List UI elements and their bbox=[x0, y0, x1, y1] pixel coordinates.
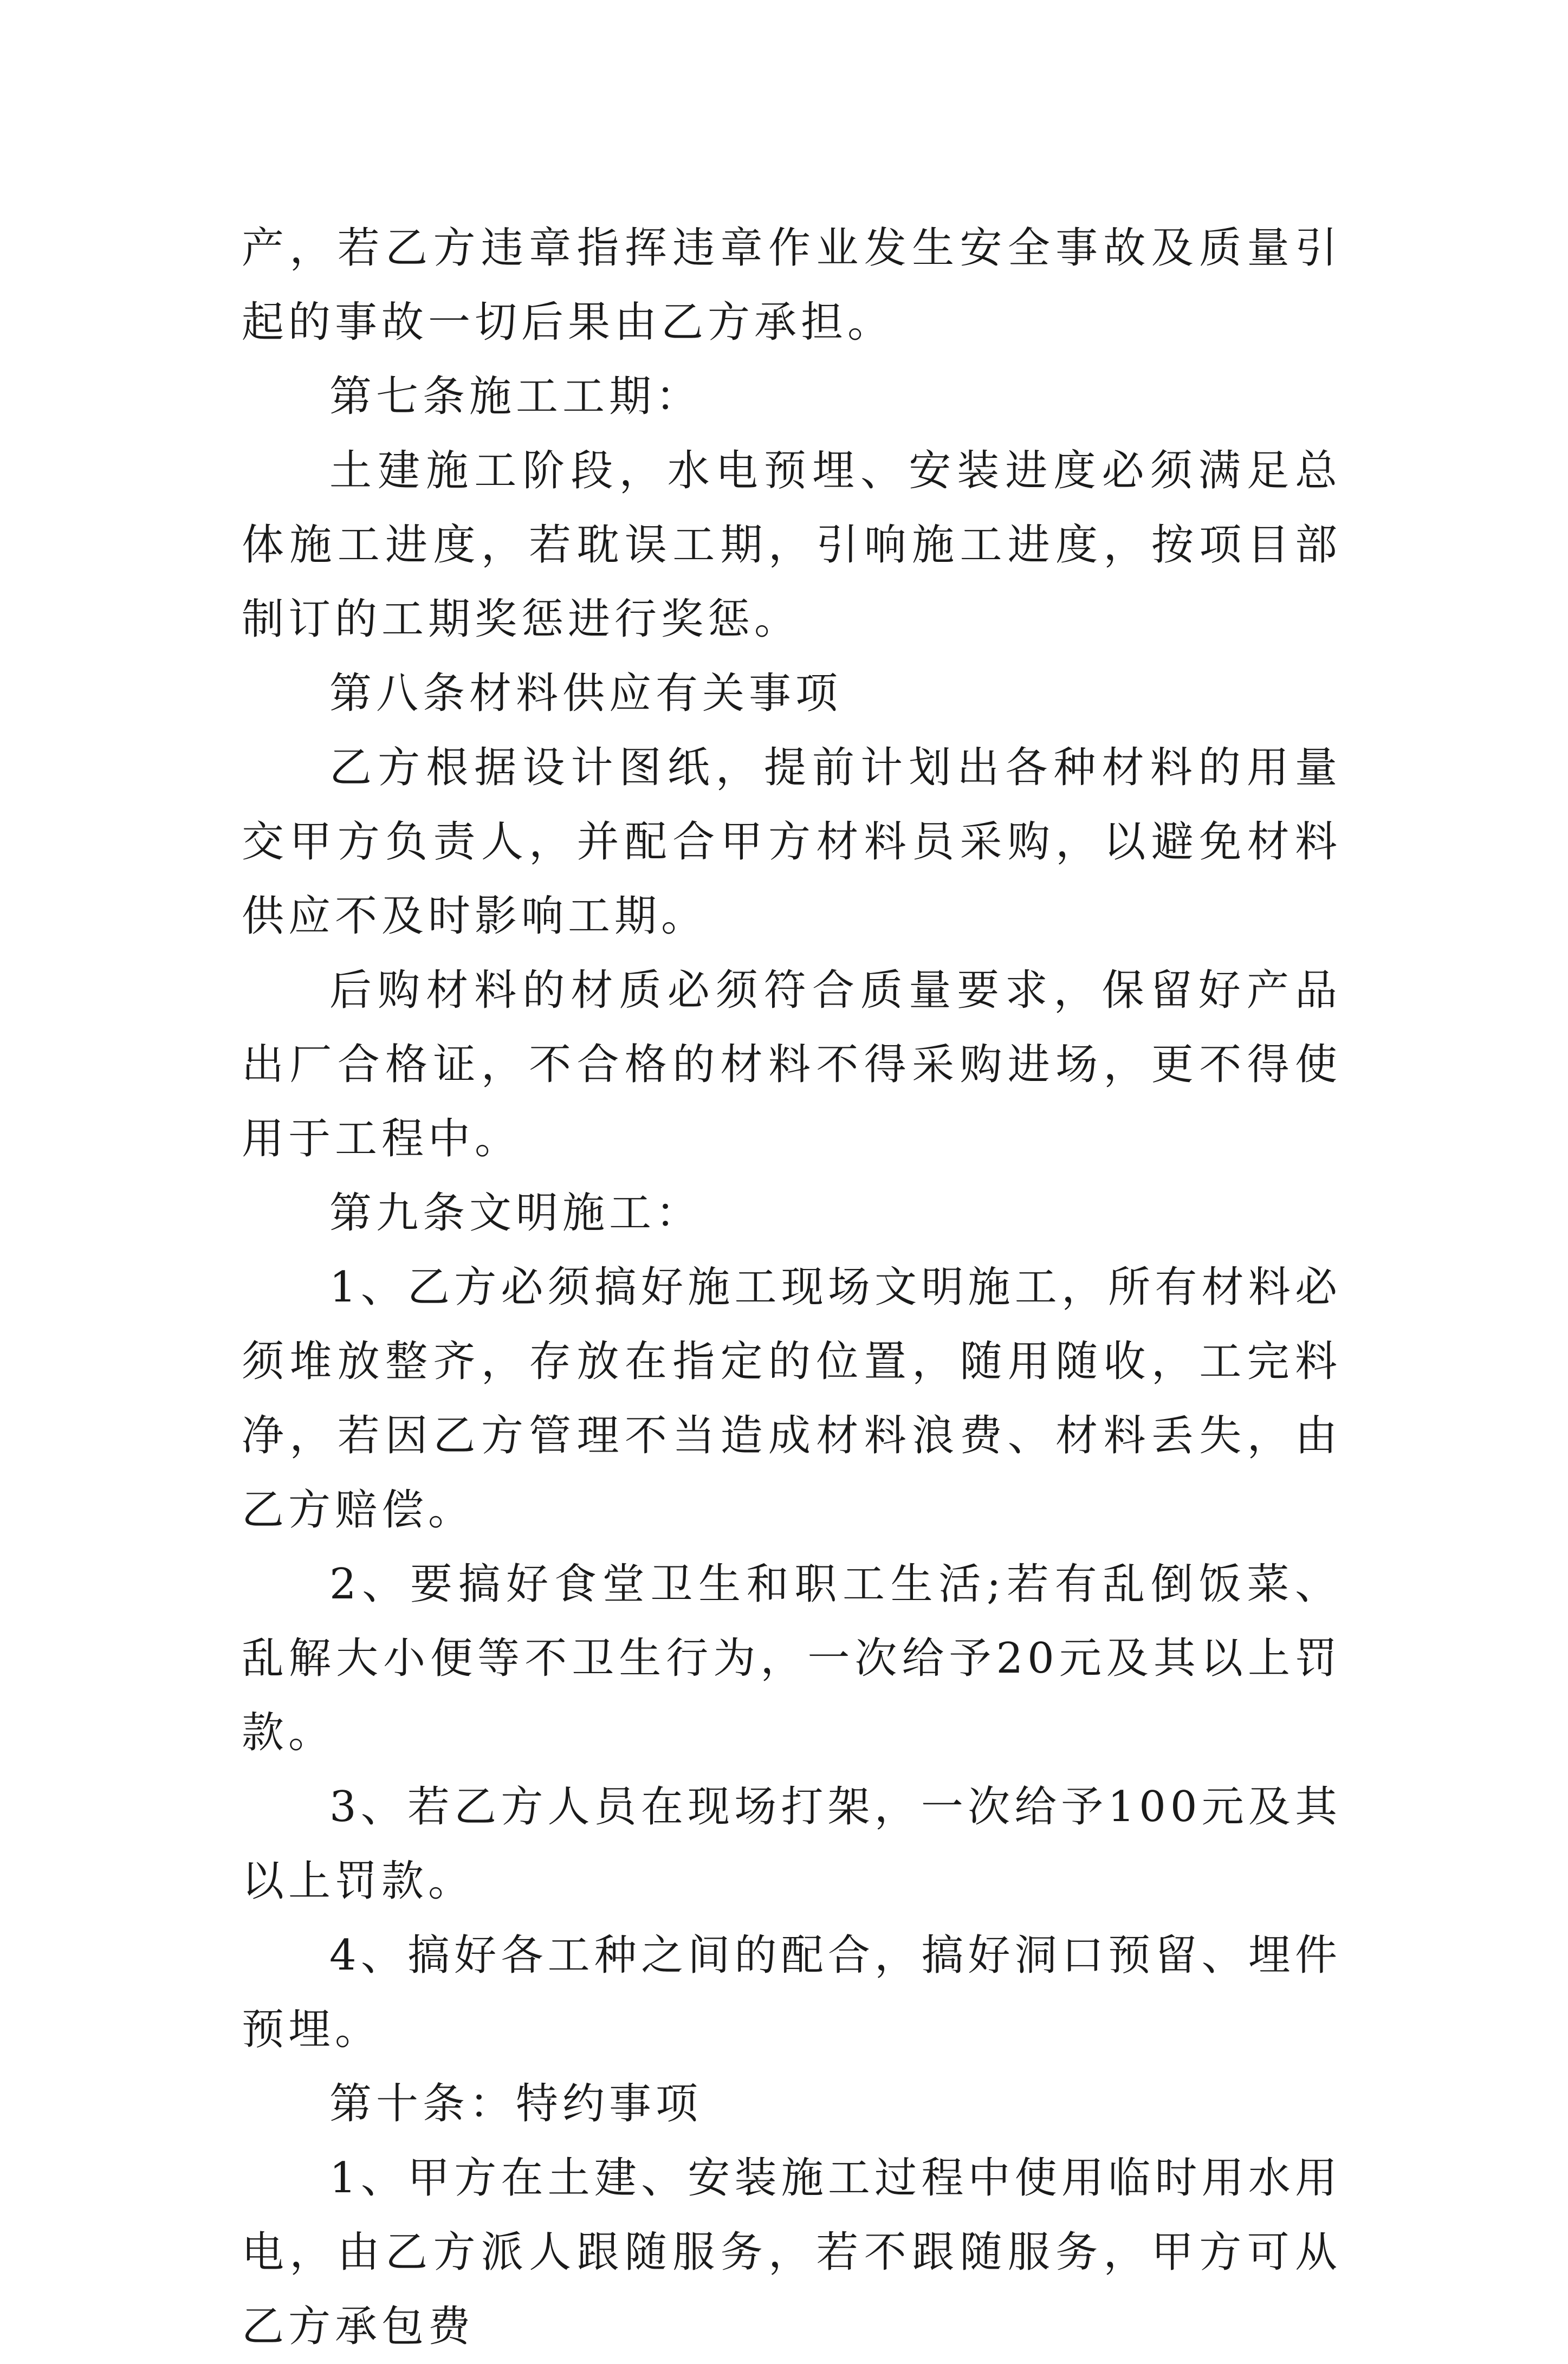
article-8-body-1: 乙方根据设计图纸，提前计划出各种材料的用量交甲方负责人，并配合甲方材料员采购，以避免材料供应不及时影响工期。 bbox=[242, 743, 1342, 941]
document-body bbox=[242, 211, 1342, 2364]
article-9-item-2: 2、要搞好食堂卫生和职工生活;若有乱倒饭菜、乱解大小便等不卫生行为，一次给予20元及其以上罚款。 bbox=[242, 1560, 1342, 1757]
article-8-heading: 第八条材料供应有关事项 bbox=[329, 669, 843, 718]
article-7-heading: 第七条施工工期： bbox=[329, 372, 703, 421]
article-9-item-1: 1、乙方必须搞好施工现场文明施工，所有材料必须堆放整齐，存放在指定的位置，随用随收，工完料净，若因乙方管理不当造成材料浪费、材料丢失，由乙方赔偿。 bbox=[242, 1263, 1342, 1534]
paragraph-continued: 产，若乙方违章指挥违章作业发生安全事故及质量引起的事故一切后果由乙方承担。 bbox=[242, 224, 1342, 347]
article-9-item-4: 4、搞好各工种之间的配合，搞好洞口预留、埋件预埋。 bbox=[242, 1931, 1342, 2054]
article-10-item-1: 1、甲方在土建、安装施工过程中使用临时用水用电，由乙方派人跟随服务，若不跟随服务，甲方可从乙方承包费 bbox=[242, 2154, 1342, 2351]
article-7-body: 土建施工阶段，水电预埋、安装进度必须满足总体施工进度，若耽误工期，引响施工进度，按项目部制订的工期奖惩进行奖惩。 bbox=[242, 446, 1342, 644]
article-10-heading: 第十条：特约事项 bbox=[329, 2080, 703, 2128]
article-9-heading: 第九条文明施工： bbox=[329, 1189, 703, 1238]
article-9-item-3: 3、若乙方人员在现场打架，一次给予100元及其以上罚款。 bbox=[242, 1783, 1342, 1906]
article-8-body-2: 后购材料的材质必须符合质量要求，保留好产品出厂合格证，不合格的材料不得采购进场，更不得使用于工程中。 bbox=[242, 966, 1342, 1163]
